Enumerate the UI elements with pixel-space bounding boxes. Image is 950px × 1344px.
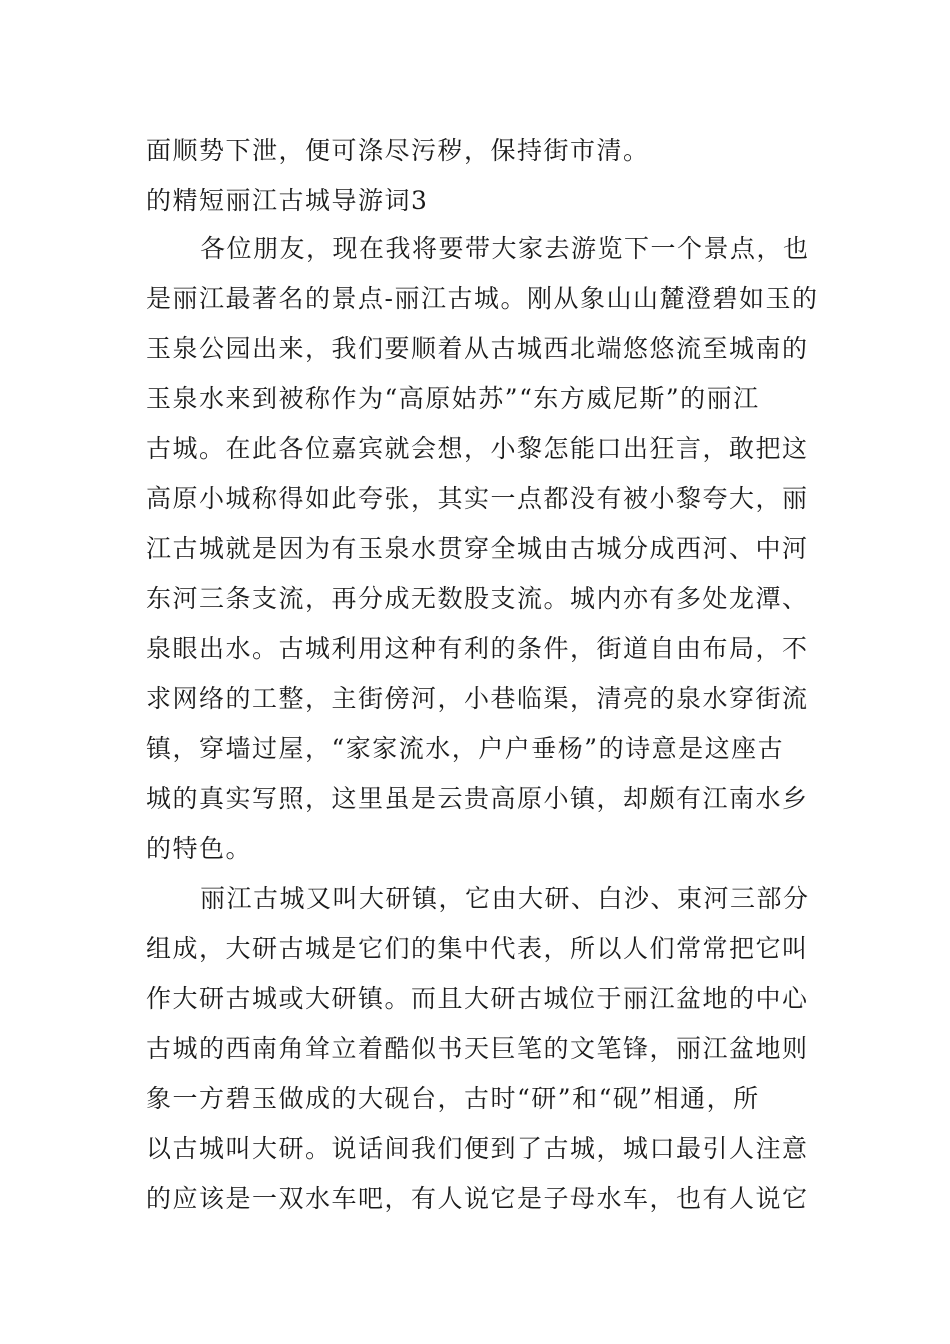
paragraph-line: 以古城叫大研。说话间我们便到了古城，城口最引人注意 bbox=[146, 1134, 809, 1163]
paragraph-line: 求网络的工整，主街傍河，小巷临渠，清亮的泉水穿街流 bbox=[146, 684, 809, 713]
paragraph-line: 的特色。 bbox=[146, 834, 253, 863]
paragraph-line: 泉眼出水。古城利用这种有利的条件，街道自由布局，不 bbox=[146, 634, 809, 663]
paragraph-line: 丽江古城又叫大研镇，它由大研、白沙、束河三部分 bbox=[200, 884, 810, 913]
paragraph-line: 玉泉公园出来，我们要顺着从古城西北端悠悠流至城南的 bbox=[146, 334, 809, 363]
paragraph-line: 东河三条支流，再分成无数股支流。城内亦有多处龙潭、 bbox=[146, 584, 809, 613]
section-heading: 的精短丽江古城导游词3 bbox=[146, 186, 429, 215]
paragraph-line: 象一方碧玉做成的大砚台，古时“研”和“砚”相通，所 bbox=[146, 1084, 760, 1113]
continuation-line: 面顺势下泄，便可涤尽污秽，保持街市清。 bbox=[146, 136, 650, 165]
paragraph-line: 各位朋友，现在我将要带大家去游览下一个景点，也 bbox=[200, 234, 810, 263]
paragraph-line: 高原小城称得如此夸张，其实一点都没有被小黎夸大，丽 bbox=[146, 484, 809, 513]
paragraph-line: 玉泉水来到被称作为“高原姑苏”“东方威尼斯”的丽江 bbox=[146, 384, 760, 413]
paragraph-line: 作大研古城或大研镇。而且大研古城位于丽江盆地的中心 bbox=[146, 984, 809, 1013]
paragraph-line: 古城。在此各位嘉宾就会想，小黎怎能口出狂言，敢把这 bbox=[146, 434, 809, 463]
paragraph-line: 江古城就是因为有玉泉水贯穿全城由古城分成西河、中河 bbox=[146, 534, 809, 563]
paragraph-line: 古城的西南角耸立着酷似书天巨笔的文笔锋，丽江盆地则 bbox=[146, 1034, 809, 1063]
paragraph-line: 组成，大研古城是它们的集中代表，所以人们常常把它叫 bbox=[146, 934, 809, 963]
paragraph-line: 镇，穿墙过屋，“家家流水，户户垂杨”的诗意是这座古 bbox=[146, 734, 785, 763]
paragraph-line: 城的真实写照，这里虽是云贵高原小镇，却颇有江南水乡 bbox=[146, 784, 809, 813]
paragraph-line: 是丽江最著名的景点-丽江古城。刚从象山山麓澄碧如玉的 bbox=[146, 284, 819, 313]
paragraph-line: 的应该是一双水车吧，有人说它是子母水车，也有人说它 bbox=[146, 1184, 809, 1213]
